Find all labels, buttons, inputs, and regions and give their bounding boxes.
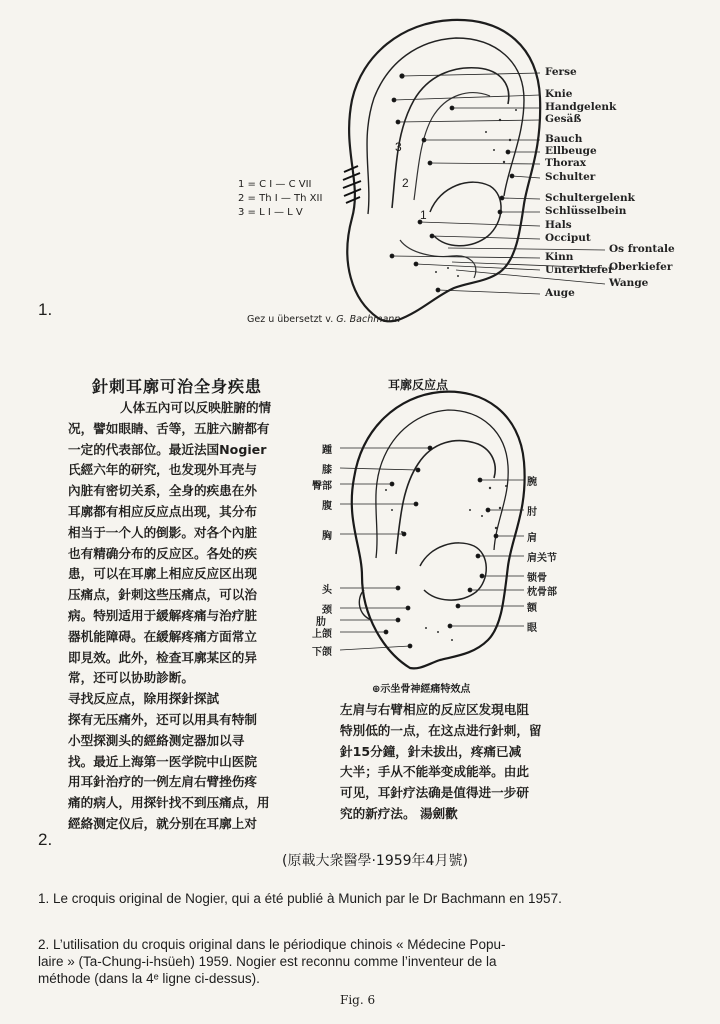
ear2-label-chest: 胸 [322, 531, 332, 542]
article-line: 內脏有密切关系，全身的疾患在外 [68, 483, 257, 499]
credit-prefix: Gez u übersetzt v. [247, 314, 334, 325]
ear2-label-head: 头 [322, 585, 332, 596]
zone-number-2: 2 [402, 176, 409, 190]
figure-number-1: 1. [38, 300, 53, 319]
caption-1: 1. Le croquis original de Nogier, qui a été publié à Munich par le Dr Bachmann en 1957. [38, 891, 562, 906]
label-handgelenk: Handgelenk [545, 101, 617, 113]
ear2-label-shoulder-joint: 肩关节 [527, 553, 557, 564]
figure-number-2: 2. [38, 830, 53, 849]
zone-number-1: 1 [420, 208, 427, 222]
ear2-label-neck: 颈 [322, 605, 332, 616]
label-gesass: Gesäß [545, 113, 582, 125]
ear2-label-lower-jaw: 下颌 [312, 647, 332, 658]
article-line: 常，还可以协助診断。 [68, 670, 194, 686]
ear-diagram-2 [0, 370, 720, 690]
article-line: 小型探測头的經絡测定器加以寻 [68, 732, 245, 748]
label-bauch: Bauch [545, 133, 583, 145]
legend-line: 2 = Th I — Th XII [238, 193, 323, 204]
label-occiput: Occiput [545, 232, 591, 244]
article-line: 左肩与右臂相应的反应区发現电阻 [340, 702, 529, 717]
article-line: 病。特别适用于緩解疼痛与治疗脏 [68, 607, 257, 623]
article-line: 痛的病人，用探针找不到压痛点，用 [68, 795, 270, 811]
article-line: 压痛点，針刺这些压痛点，可以治 [68, 587, 257, 603]
article-line: 人体五內可以反映脏腑的情 [120, 400, 272, 415]
ear2-label-upper-jaw: 上颌 [312, 629, 332, 640]
credit-name: G. Bachmann [336, 314, 401, 325]
article-line: 可见，耳針疗法确是值得进一步研 [340, 785, 529, 801]
article-line: 也有精确分布的反应区。各处的疾 [68, 545, 257, 561]
label-oberkiefer: Oberkiefer [609, 261, 673, 273]
article-line: 寻找反应点，除用探針探試 [68, 691, 220, 707]
article-line: 耳廓都有相应反应点出现，其分布 [68, 503, 257, 519]
zone-number-3: 3 [395, 140, 402, 154]
label-thorax: Thorax [545, 157, 587, 169]
figure-label: Fig. 6 [340, 993, 376, 1007]
article-line: 患，可以在耳廓上相应反应区出现 [68, 566, 257, 582]
article-line: 經絡测定仪后，就分别在耳廓上对 [68, 815, 257, 831]
label-schulter: Schulter [545, 171, 596, 183]
legend-line: 3 = L I — L V [238, 207, 303, 218]
article-line: 究的新疗法。 湯劍歡 [340, 805, 458, 821]
article-column-2 [340, 700, 670, 825]
ear2-label-rib: 肋 [316, 617, 326, 628]
article-line: 用耳針治疗的一例左肩右臂挫伤疼 [68, 774, 257, 790]
article-line: 况，譬如眼睛、舌等，五脏六腑都有 [68, 420, 270, 436]
ear2-label-forehead: 额 [527, 603, 537, 614]
ear2-label-shoulder: 肩 [527, 533, 537, 544]
article-line: 相当于一个人的倒影。对各个內脏 [68, 524, 257, 540]
article-line: 特別低的一点，在这点进行針刺，留 [340, 722, 542, 738]
label-auge: Auge [545, 287, 575, 299]
article-title: 針刺耳廓可治全身疾患 [92, 377, 263, 396]
article-line: 找。最近上海第一医学院中山医院 [68, 753, 257, 769]
ear-diagram-title: 耳廓反应点 [388, 378, 449, 392]
label-schluesselbein: Schlüsselbein [545, 205, 627, 217]
label-hals: Hals [545, 219, 572, 231]
article-line: 探有无压痛外，还可以用具有特制 [68, 711, 257, 727]
figure-credit [247, 314, 400, 325]
ear2-label-eye: 眼 [527, 623, 537, 634]
article-line: 即見效。此外，检查耳廓某区的异 [68, 649, 257, 665]
article-source: (原載大衆醫學·1959年4月號) [282, 853, 468, 869]
ear2-label-wrist: 腕 [527, 477, 537, 488]
label-kinn: Kinn [545, 251, 574, 263]
article-line: 器机能障碍。在緩解疼痛方面常立 [68, 628, 257, 644]
label-unterkiefer: Unterkiefer [545, 264, 614, 276]
label-schultergelenk: Schultergelenk [545, 192, 635, 204]
article-line: 氏經六年的研究，也发现外耳壳与 [68, 462, 257, 478]
caption-2-line: 2. L’utilisation du croquis original dans le périodique chinois « Médecine Popu- [38, 937, 506, 952]
caption-2-line: laire » (Ta-Chung-i-hsüeh) 1959. Nogier est reconnu comme l’inventeur de la [38, 954, 497, 969]
ear2-label-clavicle: 锁骨 [527, 573, 547, 584]
zone-legend [238, 178, 322, 220]
ear2-label-heel: 踵 [322, 445, 332, 456]
label-wange: Wange [609, 277, 649, 289]
ear2-label-hip: 臀部 [312, 481, 332, 492]
label-ferse: Ferse [545, 66, 577, 78]
ear2-label-occipital: 枕骨部 [527, 587, 557, 598]
caption-2-line: méthode (dans la 4ᵉ ligne ci-dessus). [38, 971, 260, 986]
label-ellbeuge: Ellbeuge [545, 145, 597, 157]
article-line: 大半；手从不能举变成能举。由此 [340, 764, 529, 780]
label-knie: Knie [545, 88, 573, 100]
label-os-frontale: Os frontale [609, 243, 675, 255]
caption-2 [38, 936, 678, 987]
article-line: 針15分鐘，針未拔出，疼痛已减 [340, 743, 522, 759]
ear2-label-abdomen: 腹 [322, 501, 332, 512]
article-line: 一定的代表部位。最近法国Nogier [68, 441, 267, 457]
ear2-label-elbow: 肘 [527, 507, 537, 518]
ear-diagram-caption: ⊕示坐骨神經痛特效点 [372, 684, 471, 695]
ear2-label-knee: 膝 [322, 465, 332, 476]
legend-line: 1 = C I — C VII [238, 179, 312, 190]
